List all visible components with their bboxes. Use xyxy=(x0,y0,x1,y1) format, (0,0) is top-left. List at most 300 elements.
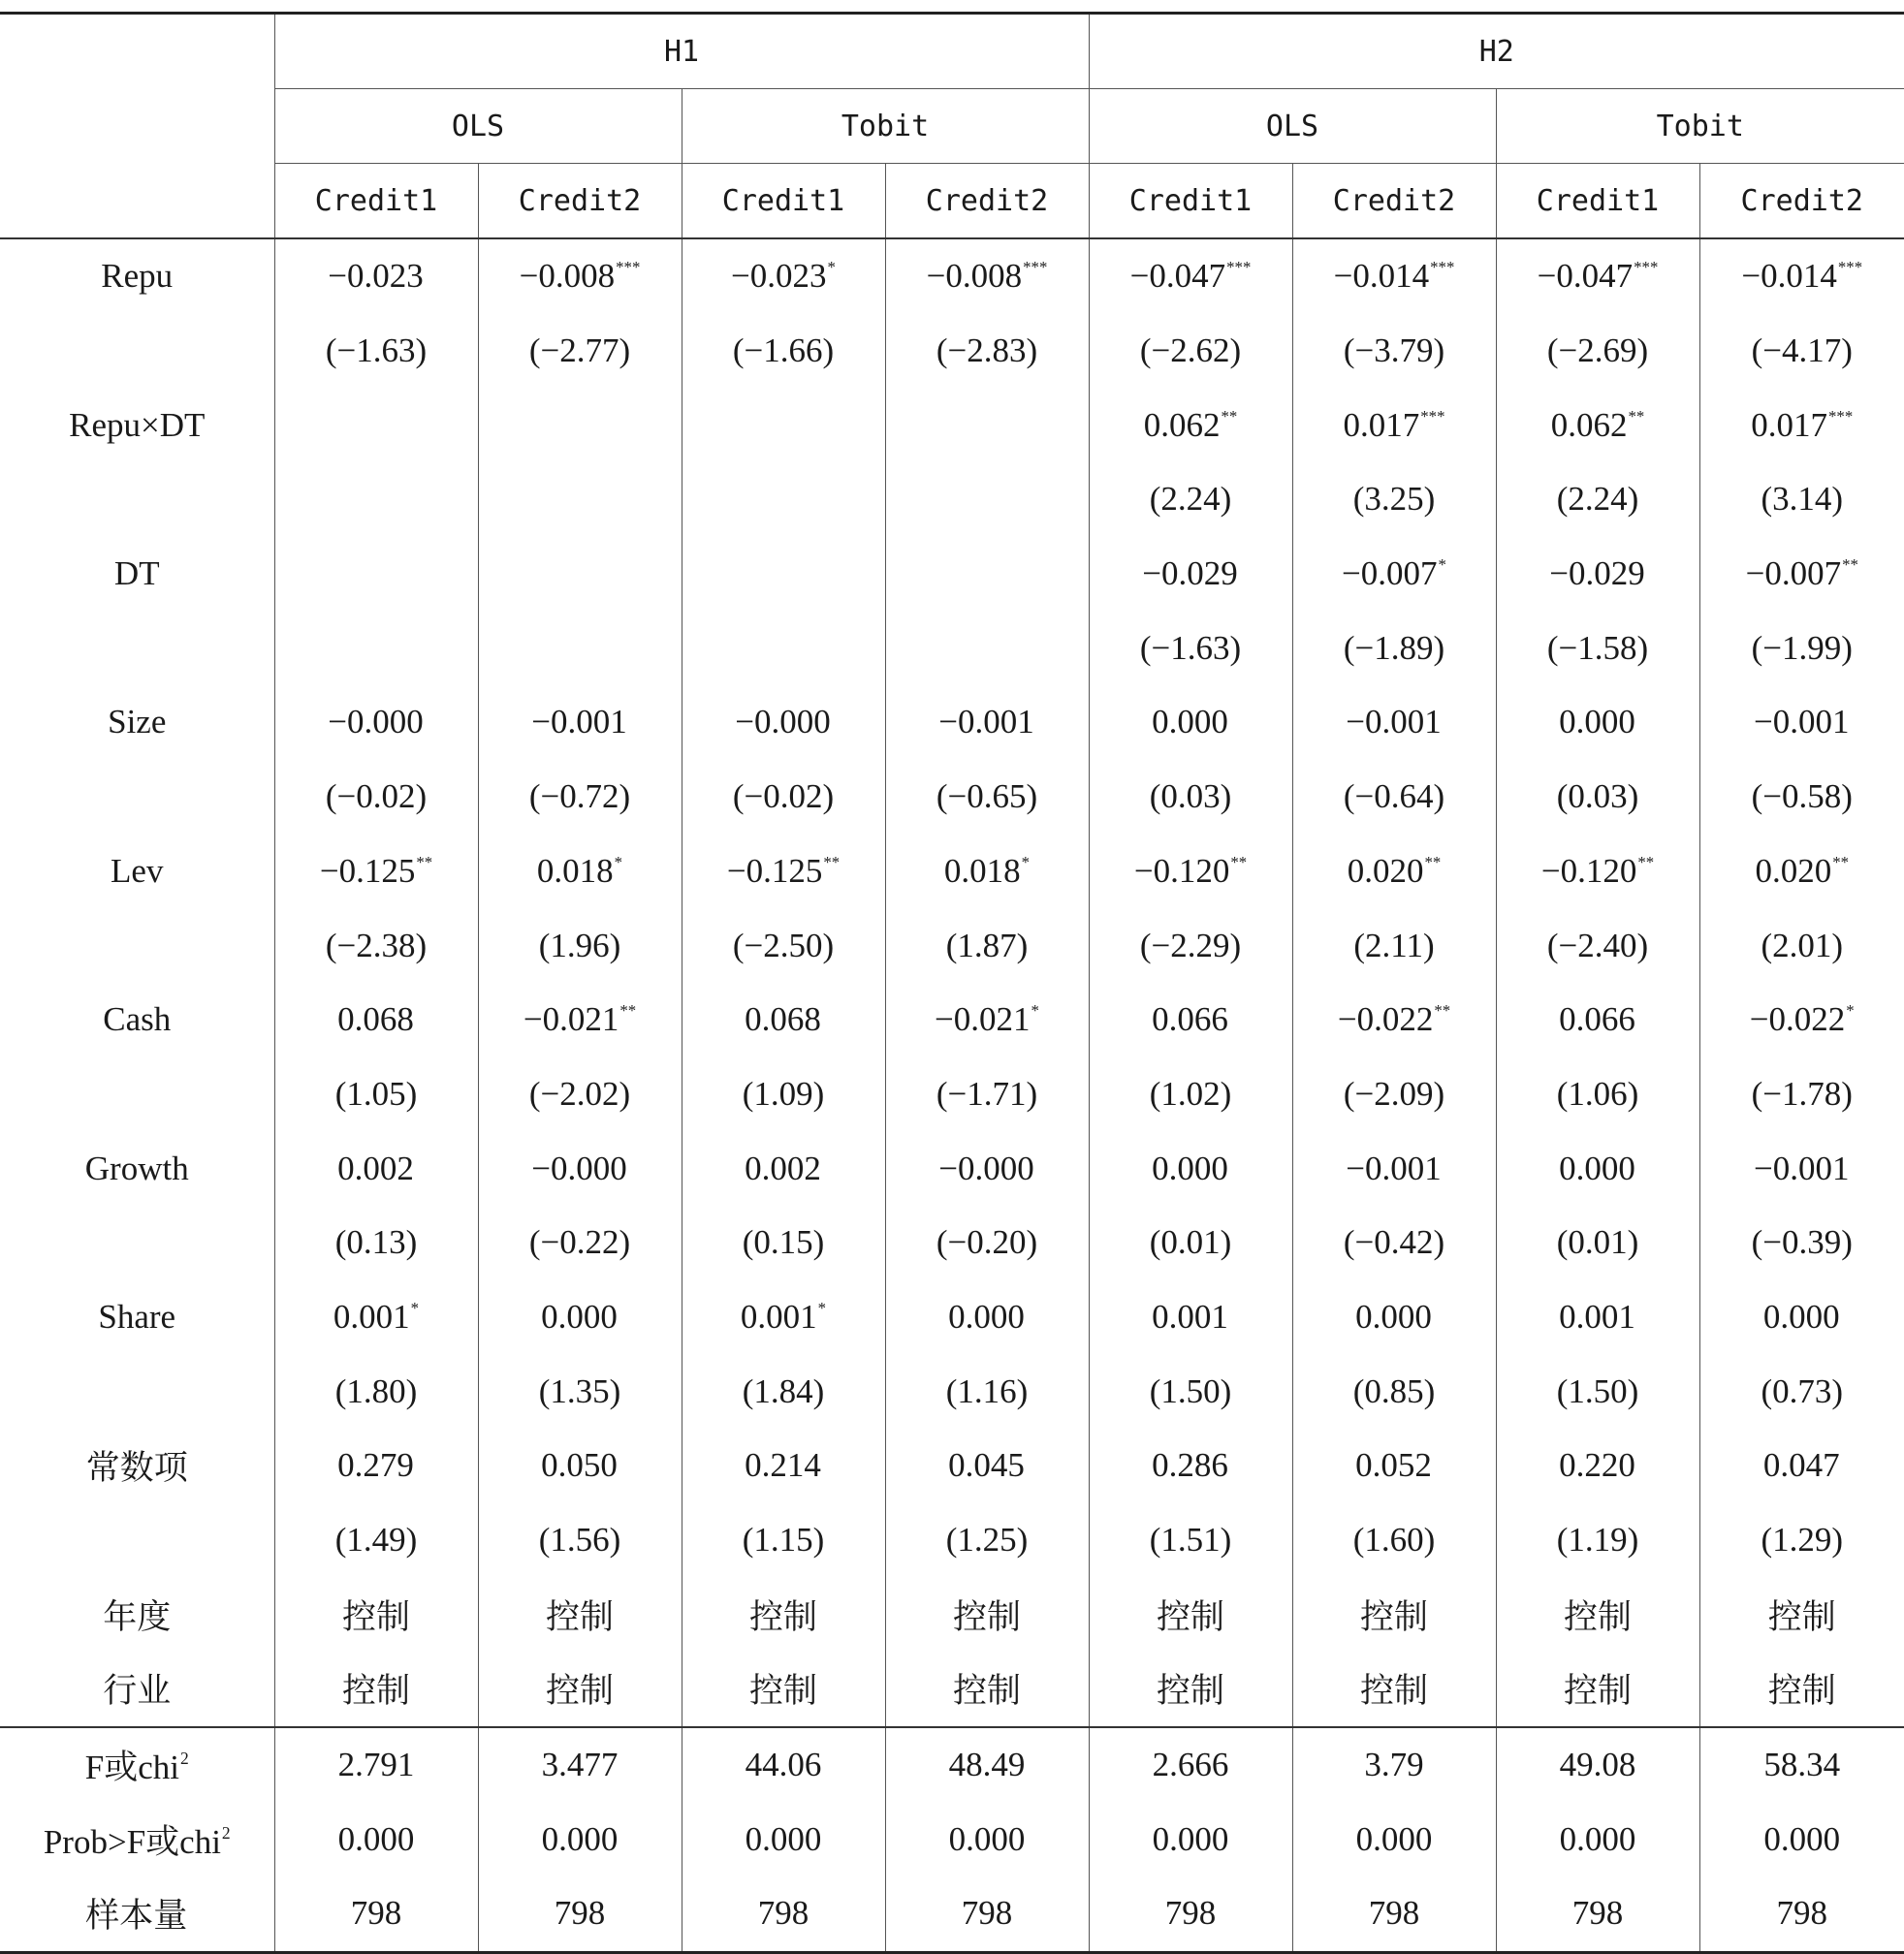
t-statistic-cell: (−0.02) xyxy=(682,760,885,835)
coefficient-value: 0.000 xyxy=(1559,1149,1635,1187)
significance-stars: ** xyxy=(823,852,841,871)
coefficient-value: 0.000 xyxy=(1559,703,1635,741)
t-statistic-cell: (1.84) xyxy=(682,1354,885,1429)
table-row xyxy=(0,388,1904,462)
t-statistic-cell: (−2.29) xyxy=(1089,908,1292,983)
t-statistic-cell: (−0.20) xyxy=(885,1206,1089,1280)
coefficient-value: 0.000 xyxy=(1355,1297,1432,1336)
coefficient-cell xyxy=(478,238,682,314)
coefficient-value: −0.047 xyxy=(1537,257,1634,296)
coefficient-value: 0.279 xyxy=(337,1446,414,1485)
coefficient-value: 0.002 xyxy=(337,1149,414,1187)
table-row-tstat xyxy=(0,611,1904,685)
t-statistic-cell xyxy=(885,611,1089,685)
table-row xyxy=(0,685,1904,760)
row-label-empty xyxy=(0,611,274,685)
coefficient-cell xyxy=(885,238,1089,314)
table-row-tstat xyxy=(0,1057,1904,1132)
t-statistic-cell: (1.09) xyxy=(682,1057,885,1132)
t-statistic-cell: (2.11) xyxy=(1292,908,1496,983)
control-cell: 控制 xyxy=(1496,1652,1699,1727)
control-cell: 控制 xyxy=(682,1577,885,1652)
coefficient-cell xyxy=(274,537,478,612)
significance-stars: *** xyxy=(1023,258,1048,277)
t-statistic-cell: (1.02) xyxy=(1089,1057,1292,1132)
coefficient-value: 0.000 xyxy=(541,1297,618,1336)
t-statistic-cell: (1.96) xyxy=(478,908,682,983)
coefficient-value: 0.001 xyxy=(1152,1297,1228,1336)
t-statistic-cell: (1.25) xyxy=(885,1503,1089,1578)
t-statistic-cell: (0.01) xyxy=(1496,1206,1699,1280)
significance-stars: * xyxy=(614,852,623,871)
t-statistic-cell: (−0.02) xyxy=(274,760,478,835)
coefficient-value: 0.214 xyxy=(745,1446,821,1485)
coefficient-value: −0.022 xyxy=(1337,1000,1434,1039)
t-statistic-cell: (1.05) xyxy=(274,1057,478,1132)
header-method-h2-tobit: Tobit xyxy=(1496,89,1904,164)
table-row xyxy=(0,238,1904,314)
t-statistic-cell: (1.06) xyxy=(1496,1057,1699,1132)
table-row xyxy=(0,537,1904,612)
coefficient-cell xyxy=(1496,238,1699,314)
coefficient-cell xyxy=(1089,388,1292,462)
row-label: Growth xyxy=(84,1149,189,1187)
stat-value-cell: 3.477 xyxy=(478,1727,682,1803)
coefficient-cell xyxy=(885,1429,1089,1503)
t-statistic-cell: (−1.78) xyxy=(1699,1057,1904,1132)
stat-value-cell: 0.000 xyxy=(885,1802,1089,1876)
t-statistic-cell: (−0.39) xyxy=(1699,1206,1904,1280)
table-row xyxy=(0,1131,1904,1206)
significance-stars: *** xyxy=(1430,258,1455,277)
coefficient-value: 0.062 xyxy=(1550,405,1628,444)
t-statistic-cell: (2.01) xyxy=(1699,908,1904,983)
coefficient-cell xyxy=(1699,983,1904,1057)
coefficient-value: 0.050 xyxy=(541,1446,618,1485)
row-label-empty xyxy=(0,1354,274,1429)
t-statistic-cell xyxy=(274,462,478,537)
t-statistic-cell: (1.80) xyxy=(274,1354,478,1429)
coefficient-value: −0.021 xyxy=(935,1000,1031,1039)
significance-stars: *** xyxy=(1420,406,1445,425)
table-row xyxy=(0,1429,1904,1503)
coefficient-cell xyxy=(478,685,682,760)
t-statistic-cell: (1.49) xyxy=(274,1503,478,1578)
table-row-tstat xyxy=(0,908,1904,983)
row-label-empty xyxy=(0,1206,274,1280)
significance-stars: * xyxy=(1031,1001,1039,1021)
coefficient-cell xyxy=(885,835,1089,909)
coefficient-value: −0.029 xyxy=(1142,554,1238,593)
significance-stars: ** xyxy=(1230,852,1248,871)
header-credit-6: Credit2 xyxy=(1292,164,1496,239)
control-cell: 控制 xyxy=(1089,1652,1292,1727)
coefficient-value: 0.000 xyxy=(948,1297,1025,1336)
t-statistic-cell: (1.19) xyxy=(1496,1503,1699,1578)
coefficient-value: −0.001 xyxy=(1754,1149,1850,1187)
t-statistic-cell: (2.24) xyxy=(1496,462,1699,537)
coefficient-value: 0.001 xyxy=(333,1297,410,1336)
stat-value-cell: 798 xyxy=(1496,1876,1699,1952)
coefficient-cell xyxy=(1089,238,1292,314)
t-statistic-cell: (−2.09) xyxy=(1292,1057,1496,1132)
coefficient-value: −0.007 xyxy=(1342,554,1438,593)
header-method-h1-ols: OLS xyxy=(274,89,682,164)
t-statistic-cell: (0.13) xyxy=(274,1206,478,1280)
t-statistic-cell: (−2.38) xyxy=(274,908,478,983)
coefficient-value: 0.020 xyxy=(1347,851,1424,890)
coefficient-cell xyxy=(1496,388,1699,462)
stat-row xyxy=(0,1802,1904,1876)
coefficient-value: 0.220 xyxy=(1559,1446,1635,1485)
control-cell: 控制 xyxy=(885,1577,1089,1652)
t-statistic-cell: (−1.58) xyxy=(1496,611,1699,685)
significance-stars: ** xyxy=(1628,406,1645,425)
row-label: Share xyxy=(98,1297,176,1336)
coefficient-cell xyxy=(1292,537,1496,612)
row-label: 行业 xyxy=(103,1672,172,1711)
stat-value-cell: 0.000 xyxy=(1089,1802,1292,1876)
significance-stars: ** xyxy=(1637,852,1655,871)
t-statistic-cell: (0.03) xyxy=(1496,760,1699,835)
t-statistic-cell: (1.29) xyxy=(1699,1503,1904,1578)
t-statistic-cell xyxy=(682,611,885,685)
coefficient-cell xyxy=(478,388,682,462)
stat-value-cell: 58.34 xyxy=(1699,1727,1904,1803)
t-statistic-cell: (1.87) xyxy=(885,908,1089,983)
stat-value-cell: 48.49 xyxy=(885,1727,1089,1803)
coefficient-cell xyxy=(885,388,1089,462)
row-label: Size xyxy=(108,703,167,741)
coefficient-cell xyxy=(1089,835,1292,909)
row-label-empty xyxy=(0,314,274,389)
row-label: Repu×DT xyxy=(69,405,206,444)
coefficient-cell xyxy=(1292,1280,1496,1355)
coefficient-value: 0.286 xyxy=(1152,1446,1228,1485)
control-row xyxy=(0,1577,1904,1652)
coefficient-value: −0.014 xyxy=(1333,257,1430,296)
t-statistic-cell: (0.15) xyxy=(682,1206,885,1280)
control-cell: 控制 xyxy=(478,1652,682,1727)
coefficient-value: 0.020 xyxy=(1755,851,1832,890)
coefficient-cell xyxy=(682,537,885,612)
t-statistic-cell: (−1.99) xyxy=(1699,611,1904,685)
t-statistic-cell: (−2.77) xyxy=(478,314,682,389)
coefficient-value: −0.014 xyxy=(1741,257,1837,296)
coefficient-cell xyxy=(1292,238,1496,314)
row-label: Lev xyxy=(111,851,164,890)
coefficient-value: −0.125 xyxy=(726,851,823,890)
stat-value-cell: 2.666 xyxy=(1089,1727,1292,1803)
coefficient-cell xyxy=(1496,537,1699,612)
t-statistic-cell xyxy=(274,611,478,685)
control-cell: 控制 xyxy=(1496,1577,1699,1652)
t-statistic-cell: (−3.79) xyxy=(1292,314,1496,389)
significance-stars: ** xyxy=(416,852,433,871)
coefficient-cell xyxy=(274,983,478,1057)
table-row xyxy=(0,835,1904,909)
table-row xyxy=(0,1280,1904,1355)
coefficient-cell xyxy=(1699,238,1904,314)
t-statistic-cell: (−0.65) xyxy=(885,760,1089,835)
control-cell: 控制 xyxy=(1089,1577,1292,1652)
coefficient-value: 0.068 xyxy=(745,1000,821,1039)
coefficient-cell xyxy=(1699,537,1904,612)
coefficient-cell xyxy=(274,238,478,314)
t-statistic-cell xyxy=(682,462,885,537)
coefficient-cell xyxy=(1496,1429,1699,1503)
coefficient-value: −0.001 xyxy=(1754,703,1850,741)
t-statistic-cell: (1.56) xyxy=(478,1503,682,1578)
coefficient-cell xyxy=(682,1429,885,1503)
header-method-h2-ols: OLS xyxy=(1089,89,1496,164)
stat-value-cell: 798 xyxy=(885,1876,1089,1952)
significance-stars: *** xyxy=(1226,258,1252,277)
significance-stars: * xyxy=(827,258,836,277)
coefficient-cell xyxy=(1089,983,1292,1057)
control-row xyxy=(0,1652,1904,1727)
coefficient-value: −0.125 xyxy=(319,851,416,890)
coefficient-cell xyxy=(1699,1429,1904,1503)
coefficient-cell xyxy=(1089,1429,1292,1503)
coefficient-cell xyxy=(1292,388,1496,462)
stat-label-superscript: 2 xyxy=(221,1822,231,1843)
t-statistic-cell: (1.35) xyxy=(478,1354,682,1429)
stat-value-cell: 0.000 xyxy=(682,1802,885,1876)
coefficient-cell xyxy=(1699,835,1904,909)
t-statistic-cell: (−2.02) xyxy=(478,1057,682,1132)
header-row-groups xyxy=(0,14,1904,89)
t-statistic-cell: (1.15) xyxy=(682,1503,885,1578)
t-statistic-cell: (−1.63) xyxy=(274,314,478,389)
coefficient-value: 0.001 xyxy=(740,1297,817,1336)
t-statistic-cell: (−2.83) xyxy=(885,314,1089,389)
coefficient-cell xyxy=(885,1131,1089,1206)
table-body xyxy=(0,14,1904,1953)
coefficient-cell xyxy=(682,238,885,314)
stat-value-cell: 0.000 xyxy=(1699,1802,1904,1876)
coefficient-cell xyxy=(274,1131,478,1206)
coefficient-value: −0.023 xyxy=(731,257,827,296)
t-statistic-cell: (1.50) xyxy=(1089,1354,1292,1429)
header-credit-2: Credit2 xyxy=(478,164,682,239)
coefficient-value: 0.000 xyxy=(1762,1297,1840,1336)
coefficient-value: 0.045 xyxy=(948,1446,1025,1485)
significance-stars: ** xyxy=(619,1001,637,1021)
stat-value-cell: 0.000 xyxy=(478,1802,682,1876)
t-statistic-cell: (−2.40) xyxy=(1496,908,1699,983)
t-statistic-cell: (0.85) xyxy=(1292,1354,1496,1429)
t-statistic-cell xyxy=(478,462,682,537)
header-method-h1-tobit: Tobit xyxy=(682,89,1089,164)
stat-value-cell: 798 xyxy=(1699,1876,1904,1952)
coefficient-cell xyxy=(1699,388,1904,462)
coefficient-value: −0.000 xyxy=(531,1149,627,1187)
stat-row xyxy=(0,1876,1904,1952)
control-cell: 控制 xyxy=(1292,1577,1496,1652)
stat-value-cell: 0.000 xyxy=(1292,1802,1496,1876)
coefficient-value: −0.001 xyxy=(1346,703,1442,741)
significance-stars: * xyxy=(410,1298,420,1317)
coefficient-cell xyxy=(1292,983,1496,1057)
coefficient-value: −0.000 xyxy=(328,703,424,741)
table-row-tstat xyxy=(0,462,1904,537)
coefficient-cell xyxy=(478,1131,682,1206)
header-credit-7: Credit1 xyxy=(1496,164,1699,239)
stat-value-cell: 3.79 xyxy=(1292,1727,1496,1803)
significance-stars: *** xyxy=(1837,258,1863,277)
coefficient-cell xyxy=(1089,537,1292,612)
control-cell: 控制 xyxy=(1292,1652,1496,1727)
coefficient-value: −0.008 xyxy=(926,257,1023,296)
row-label-empty xyxy=(0,908,274,983)
coefficient-value: 0.018 xyxy=(943,851,1021,890)
t-statistic-cell: (1.60) xyxy=(1292,1503,1496,1578)
coefficient-cell xyxy=(274,835,478,909)
coefficient-value: −0.007 xyxy=(1745,554,1842,593)
coefficient-cell xyxy=(1089,1131,1292,1206)
coefficient-value: −0.001 xyxy=(1346,1149,1442,1187)
stat-value-cell: 2.791 xyxy=(274,1727,478,1803)
table-row xyxy=(0,983,1904,1057)
control-cell: 控制 xyxy=(1699,1652,1904,1727)
header-credit-5: Credit1 xyxy=(1089,164,1292,239)
stat-value-cell: 798 xyxy=(682,1876,885,1952)
row-label: Cash xyxy=(103,1000,172,1039)
coefficient-cell xyxy=(1699,1280,1904,1355)
coefficient-value: 0.002 xyxy=(745,1149,821,1187)
coefficient-cell xyxy=(1292,835,1496,909)
t-statistic-cell: (3.25) xyxy=(1292,462,1496,537)
significance-stars: ** xyxy=(1842,554,1858,574)
t-statistic-cell: (−0.22) xyxy=(478,1206,682,1280)
t-statistic-cell: (0.03) xyxy=(1089,760,1292,835)
coefficient-cell xyxy=(274,1280,478,1355)
coefficient-value: −0.021 xyxy=(523,1000,619,1039)
control-cell: 控制 xyxy=(1699,1577,1904,1652)
table-row-tstat xyxy=(0,1503,1904,1578)
coefficient-cell xyxy=(1089,1280,1292,1355)
table-row-tstat xyxy=(0,1354,1904,1429)
coefficient-cell xyxy=(682,835,885,909)
t-statistic-cell: (2.24) xyxy=(1089,462,1292,537)
row-label: 常数项 xyxy=(85,1449,188,1488)
row-label-empty xyxy=(0,760,274,835)
stat-label-text: 样本量 xyxy=(85,1897,188,1936)
coefficient-value: 0.066 xyxy=(1559,1000,1635,1039)
t-statistic-cell xyxy=(885,462,1089,537)
coefficient-cell xyxy=(1292,1429,1496,1503)
coefficient-value: −0.001 xyxy=(531,703,627,741)
significance-stars: * xyxy=(1846,1001,1855,1021)
significance-stars: * xyxy=(817,1298,827,1317)
coefficient-cell xyxy=(478,835,682,909)
control-cell: 控制 xyxy=(885,1652,1089,1727)
coefficient-cell xyxy=(682,685,885,760)
significance-stars: ** xyxy=(1424,852,1442,871)
row-label: 年度 xyxy=(103,1597,172,1636)
row-label xyxy=(0,1876,274,1952)
coefficient-cell xyxy=(1496,835,1699,909)
header-row-credits xyxy=(0,164,1904,239)
coefficient-value: −0.008 xyxy=(519,257,616,296)
significance-stars: ** xyxy=(1221,406,1238,425)
coefficient-value: 0.000 xyxy=(1152,703,1228,741)
coefficient-value: −0.001 xyxy=(938,703,1034,741)
coefficient-value: 0.066 xyxy=(1152,1000,1228,1039)
row-label: Repu xyxy=(101,257,174,296)
table-row-tstat xyxy=(0,1206,1904,1280)
row-label-empty xyxy=(0,1503,274,1578)
stat-value-cell: 798 xyxy=(1089,1876,1292,1952)
significance-stars: ** xyxy=(1832,852,1850,871)
header-credit-8: Credit2 xyxy=(1699,164,1904,239)
control-cell: 控制 xyxy=(682,1652,885,1727)
t-statistic-cell: (−2.50) xyxy=(682,908,885,983)
coefficient-cell xyxy=(1496,1280,1699,1355)
stat-label-superscript: 2 xyxy=(179,1749,189,1769)
coefficient-cell xyxy=(1496,983,1699,1057)
coefficient-cell xyxy=(478,1280,682,1355)
coefficient-cell xyxy=(1496,1131,1699,1206)
t-statistic-cell: (−0.42) xyxy=(1292,1206,1496,1280)
stat-value-cell: 49.08 xyxy=(1496,1727,1699,1803)
coefficient-cell xyxy=(478,1429,682,1503)
coefficient-cell xyxy=(1496,685,1699,760)
coefficient-cell xyxy=(1699,1131,1904,1206)
t-statistic-cell: (−2.69) xyxy=(1496,314,1699,389)
t-statistic-cell: (−1.66) xyxy=(682,314,885,389)
header-credit-4: Credit2 xyxy=(885,164,1089,239)
stat-label-text: Prob>F或chi xyxy=(43,1822,221,1861)
t-statistic-cell xyxy=(478,611,682,685)
coefficient-value: −0.023 xyxy=(328,257,424,296)
stat-value-cell: 798 xyxy=(1292,1876,1496,1952)
significance-stars: ** xyxy=(1434,1001,1451,1021)
t-statistic-cell: (1.51) xyxy=(1089,1503,1292,1578)
coefficient-cell xyxy=(682,1131,885,1206)
t-statistic-cell: (1.50) xyxy=(1496,1354,1699,1429)
stat-row xyxy=(0,1727,1904,1803)
regression-table xyxy=(0,12,1904,1954)
stat-value-cell: 798 xyxy=(478,1876,682,1952)
coefficient-cell xyxy=(1699,685,1904,760)
row-label xyxy=(0,1802,274,1876)
coefficient-value: 0.052 xyxy=(1355,1446,1432,1485)
header-group-h1: H1 xyxy=(274,14,1089,89)
row-label-empty xyxy=(0,462,274,537)
coefficient-cell xyxy=(274,388,478,462)
coefficient-cell xyxy=(274,1429,478,1503)
t-statistic-cell: (−2.62) xyxy=(1089,314,1292,389)
significance-stars: *** xyxy=(1634,258,1659,277)
coefficient-cell xyxy=(885,537,1089,612)
stat-value-cell: 798 xyxy=(274,1876,478,1952)
coefficient-cell xyxy=(682,983,885,1057)
t-statistic-cell: (−4.17) xyxy=(1699,314,1904,389)
t-statistic-cell: (0.73) xyxy=(1699,1354,1904,1429)
t-statistic-cell: (−0.72) xyxy=(478,760,682,835)
t-statistic-cell: (−1.71) xyxy=(885,1057,1089,1132)
stat-value-cell: 0.000 xyxy=(1496,1802,1699,1876)
row-label xyxy=(0,1727,274,1803)
header-group-h2: H2 xyxy=(1089,14,1904,89)
coefficient-value: 0.001 xyxy=(1559,1297,1635,1336)
coefficient-cell xyxy=(478,983,682,1057)
t-statistic-cell: (−0.58) xyxy=(1699,760,1904,835)
control-cell: 控制 xyxy=(274,1652,478,1727)
table-row-tstat xyxy=(0,314,1904,389)
